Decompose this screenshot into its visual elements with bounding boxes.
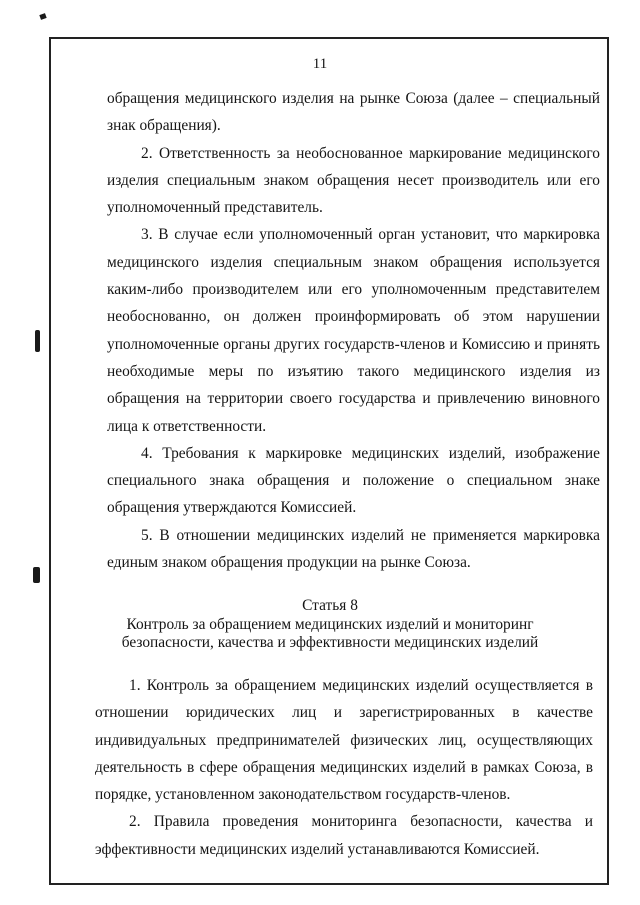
article-number: Статья 8 bbox=[302, 597, 358, 614]
paragraph-continuation: обращения медицинского изделия на рынке Союза (далее – специальный знак обращения). bbox=[107, 90, 600, 135]
article-header bbox=[90, 597, 570, 653]
paragraph-2: 2. Ответственность за необоснованное маркирование медицинского изделия специальным знаком обращения несет производитель или его уполномоченный представитель. bbox=[107, 144, 600, 217]
page-number: 11 bbox=[312, 56, 328, 72]
paragraph-3: 3. В случае если уполномоченный орган установит, что маркировка медицинского изделия специальным знаком обращения используется каким-либо производителем или его уполномоченным представителем необоснованно, он должен проинформировать об этом нарушении уполномоченные органы других государств-членов и Комиссию и принять необходимые меры по изъятию такого медицинского изделия из обращения на территории своего государства и привлечению виновного лица к ответственности. bbox=[107, 226, 600, 435]
scan-corner-mark bbox=[39, 13, 46, 20]
scan-edge-mark bbox=[35, 330, 40, 352]
article-paragraph-2: 2. Правила проведения мониторинга безопасности, качества и эффективности медицинских изделий устанавливаются Комиссией. bbox=[95, 813, 593, 858]
article-title-line-1: Контроль за обращением медицинских изделий и мониторинг bbox=[126, 615, 534, 633]
paragraph-5: 5. В отношении медицинских изделий не применяется маркировка единым знаком обращения продукции на рынке Союза. bbox=[107, 526, 600, 572]
article-paragraph-1: 1. Контроль за обращением медицинских изделий осуществляется в отношении юридических лиц и зарегистрированных в качестве индивидуальных предпринимателей физических лиц, осуществляющих деятельность в сфере обращения медицинских изделий в рамках Союза, в порядке, установленном законодательством государств-членов. bbox=[95, 677, 593, 804]
article-title-line-2: безопасности, качества и эффективности медицинских изделий bbox=[121, 634, 539, 651]
paragraph-4: 4. Требования к маркировке медицинских изделий, изображение специального знака обращения и положение о специальном знаке обращения утверждаются Комиссией. bbox=[107, 444, 600, 517]
body-text bbox=[107, 85, 600, 576]
article-body-text bbox=[95, 672, 593, 863]
scan-edge-mark bbox=[33, 567, 40, 583]
